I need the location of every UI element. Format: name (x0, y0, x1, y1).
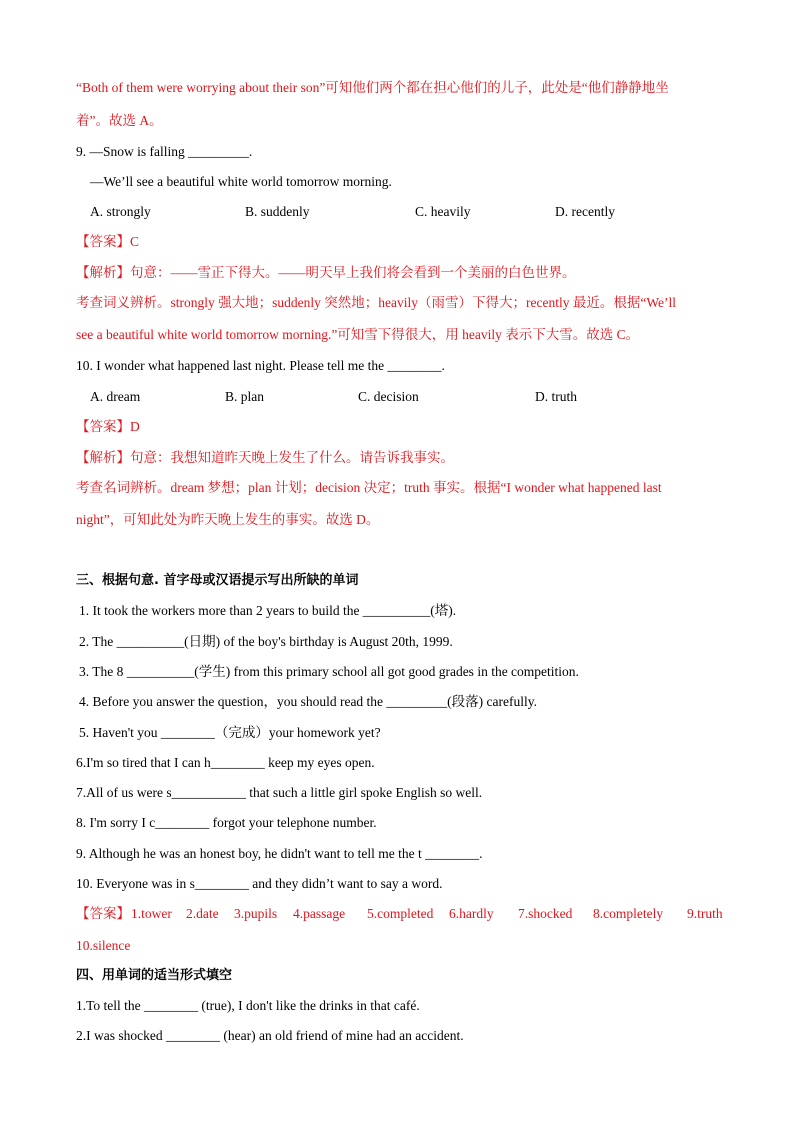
section3-answer: 8.completely (593, 906, 664, 921)
q8-explanation-line1: “Both of them were worrying about their son”可知他们两个都在担心他们的儿子，此处是“他们静静地坐 (76, 80, 669, 95)
q9-analysis-line1: 【解析】句意：——雪正下得大。——明天早上我们将会看到一个美丽的白色世界。 (76, 265, 576, 280)
section4-item: 2.I was shocked ________ (hear) an old friend of mine had an accident. (76, 1028, 464, 1043)
q10-analysis-line3: night”，可知此处为昨天晚上发生的事实。故选 D。 (76, 512, 380, 527)
section3-answer: 5.completed (367, 906, 434, 921)
q10-answer: 【答案】D (76, 419, 140, 434)
q9-option-b: B. suddenly (245, 204, 310, 219)
section3-title: 三、根据句意. 首字母或汉语提示写出所缺的单词 (76, 573, 359, 588)
section3-answer: 6.hardly (449, 906, 494, 921)
q10-option-d: D. truth (535, 389, 577, 404)
section3-item: 1. It took the workers more than 2 years to build the __________(塔). (79, 603, 457, 618)
section3-item: 7.All of us were s___________ that such a little girl spoke English so well. (76, 785, 483, 800)
q9-stem-reply: —We’ll see a beautiful white world tomorrow morning. (90, 174, 392, 189)
section3-item: 10. Everyone was in s________ and they didn’t want to say a word. (76, 876, 443, 891)
section3-answer: 4.passage (293, 906, 346, 921)
q9-option-c: C. heavily (415, 204, 471, 219)
q10-option-c: C. decision (358, 389, 419, 404)
q8-explanation-line2: 着”。故选 A。 (76, 113, 163, 128)
section3-item: 5. Haven't you ________（完成）your homework yet? (79, 725, 381, 740)
section3-answer: 3.pupils (234, 906, 278, 921)
section3-item: 4. Before you answer the question，you should read the _________(段落) carefully. (79, 694, 538, 709)
section3-item: 6.I'm so tired that I can h________ keep my eyes open. (76, 755, 375, 770)
section4-title: 四、用单词的适当形式填空 (76, 968, 233, 983)
q9-analysis-line3: see a beautiful white world tomorrow morning.”可知雪下得很大，用 heavily 表示下大雪。故选 C。 (76, 327, 640, 342)
q9-option-d: D. recently (555, 204, 615, 219)
q9-option-a: A. strongly (90, 204, 151, 219)
section3-item: 8. I'm sorry I c________ forgot your telephone number. (76, 815, 377, 830)
q10-stem: 10. I wonder what happened last night. Please tell me the ________. (76, 358, 445, 373)
section3-item: 2. The __________(日期) of the boy's birthday is August 20th, 1999. (79, 634, 453, 649)
section3-answer: 9.truth (687, 906, 723, 921)
q10-analysis-line1: 【解析】句意：我想知道昨天晚上发生了什么。请告诉我事实。 (76, 450, 454, 465)
section3-answer: 10.silence (76, 938, 131, 953)
section3-answer: 2.date (186, 906, 219, 921)
section3-answer: 1.tower (131, 906, 172, 921)
q10-option-a: A. dream (90, 389, 141, 404)
q9-analysis-line2: 考查词义辨析。strongly 强大地；suddenly 突然地；heavily（雨雪）下得大；recently 最近。根据“We’ll (76, 295, 676, 310)
q10-option-b: B. plan (225, 389, 264, 404)
q9-stem: 9. —Snow is falling _________. (76, 144, 253, 159)
section3-item: 9. Although he was an honest boy, he didn't want to tell me the t ________. (76, 846, 483, 861)
q10-analysis-line2: 考查名词辨析。dream 梦想；plan 计划；decision 决定；truth 事实。根据“I wonder what happened last (76, 480, 662, 495)
section3-answer: 7.shocked (518, 906, 573, 921)
section3-answer-label: 【答案】 (76, 906, 130, 921)
q9-answer: 【答案】C (76, 234, 140, 249)
section3-item: 3. The 8 __________(学生) from this primary school all got good grades in the competition. (79, 664, 579, 679)
section4-item: 1.To tell the ________ (true), I don't like the drinks in that café. (76, 998, 420, 1013)
